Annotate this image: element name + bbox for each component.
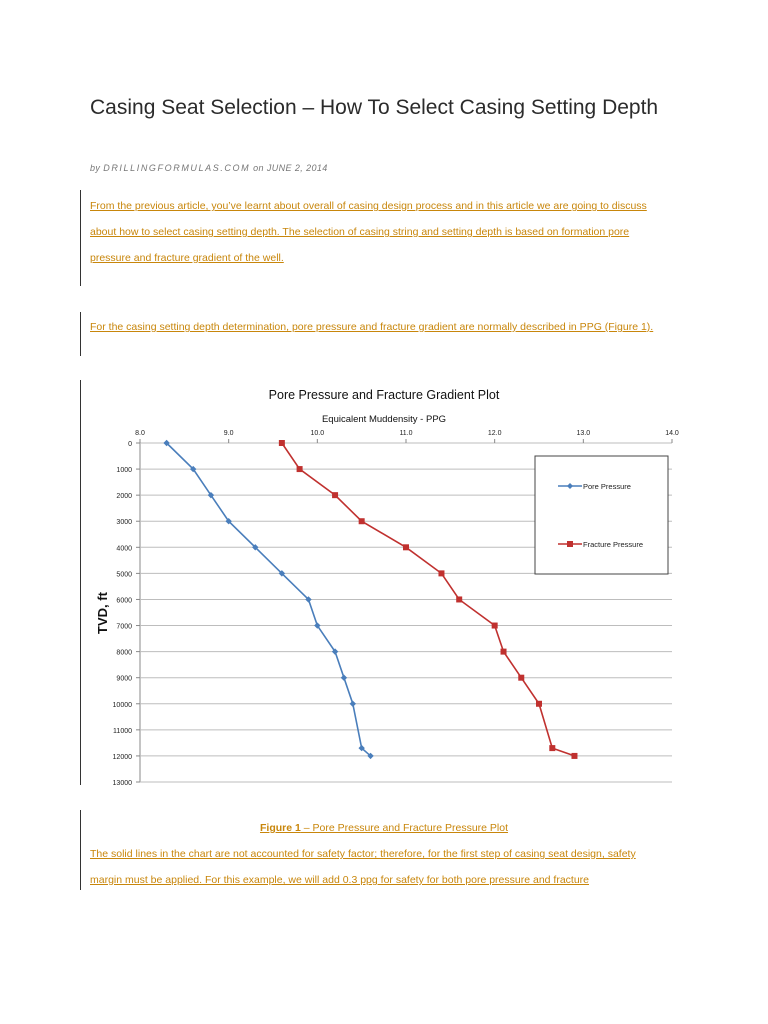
ppg-paragraph: For the casing setting depth determination, pore pressure and fracture gradient are normally described in PPG (Figure 1). [90,321,654,333]
figure-caption [0,822,768,834]
y-tick-label: 6000 [116,597,132,605]
caption-figure-label: Figure 1 [259,822,301,834]
fracture-pressure-point [536,701,542,707]
fracture-pressure-point [403,544,409,550]
fracture-pressure-point [571,753,577,759]
y-tick-label: 10000 [112,701,132,709]
fracture-pressure-legend-marker [567,541,573,547]
x-tick-label: 14.0 [665,430,679,437]
fracture-pressure-legend-label: Fracture Pressure [583,540,644,549]
y-tick-label: 0 [128,441,132,448]
chart-y-axis-label: TVD, ft [95,592,110,634]
pore-fracture-chart [90,380,690,790]
chart-title: Pore Pressure and Fracture Gradient Plot [268,388,500,402]
blockquote-bar-2 [80,312,81,356]
x-tick-label: 12.0 [487,430,502,437]
pore-pressure-point [350,701,356,707]
y-tick-label: 2000 [116,493,132,501]
byline [90,163,328,173]
fracture-pressure-point [279,440,285,446]
chart-x-axis-label: Equicalent Muddensity - PPG [321,414,447,425]
fracture-pressure-point [297,466,303,472]
x-tick-label: 10.0 [310,430,325,437]
fracture-pressure-point [438,570,444,576]
x-tick-label: 13.0 [576,430,591,437]
y-tick-label: 5000 [116,571,132,579]
fracture-pressure-point [501,649,507,655]
fracture-pressure-point [492,623,498,629]
y-tick-label: 9000 [116,675,132,683]
fracture-pressure-point [332,492,338,498]
x-tick-label: 8.0 [135,430,145,437]
x-tick-label: 11.0 [399,430,413,437]
legend-box [535,456,668,574]
article-title: Casing Seat Selection – How To Select Casing Setting Depth [90,96,659,119]
intro-paragraph: From the previous article, you’ve learnt about overall of casing design process and in this article we are going to discuss about how to select casing setting depth. The selection of casing string and setting depth is based on formation pore pressure and fracture gradient of the well. [90,200,647,264]
pore-pressure-legend-label: Pore Pressure [583,482,631,491]
y-tick-label: 1000 [116,467,132,475]
caption-text: – Pore Pressure and Fracture Pressure Plot [300,822,509,834]
blockquote-bar-3 [80,380,81,785]
byline-prefix: by [90,163,101,173]
fracture-pressure-point [518,675,524,681]
y-tick-label: 11000 [113,727,132,735]
x-tick-label: 9.0 [223,430,234,437]
fracture-pressure-point [456,596,462,602]
blockquote-bar-1 [80,190,81,286]
fracture-pressure-point [359,518,365,524]
y-tick-label: 12000 [112,753,132,761]
fracture-pressure-point [549,745,555,751]
y-tick-label: 13000 [112,780,132,787]
y-tick-label: 4000 [116,545,132,553]
y-tick-label: 8000 [116,649,132,657]
y-tick-label: 3000 [116,519,132,527]
byline-on: on [253,163,264,173]
pore-pressure-point [341,674,347,680]
author-link[interactable]: DRILLINGFORMULAS.COM [103,163,251,173]
post-date: JUNE 2, 2014 [266,163,328,173]
safety-paragraph: The solid lines in the chart are not accounted for safety factor; therefore, for the first step of casing seat design, safety margin must be applied. For this example, we will add 0.3 ppg for safety for both pore pressure and fracture [90,848,636,886]
y-tick-label: 7000 [116,623,132,631]
